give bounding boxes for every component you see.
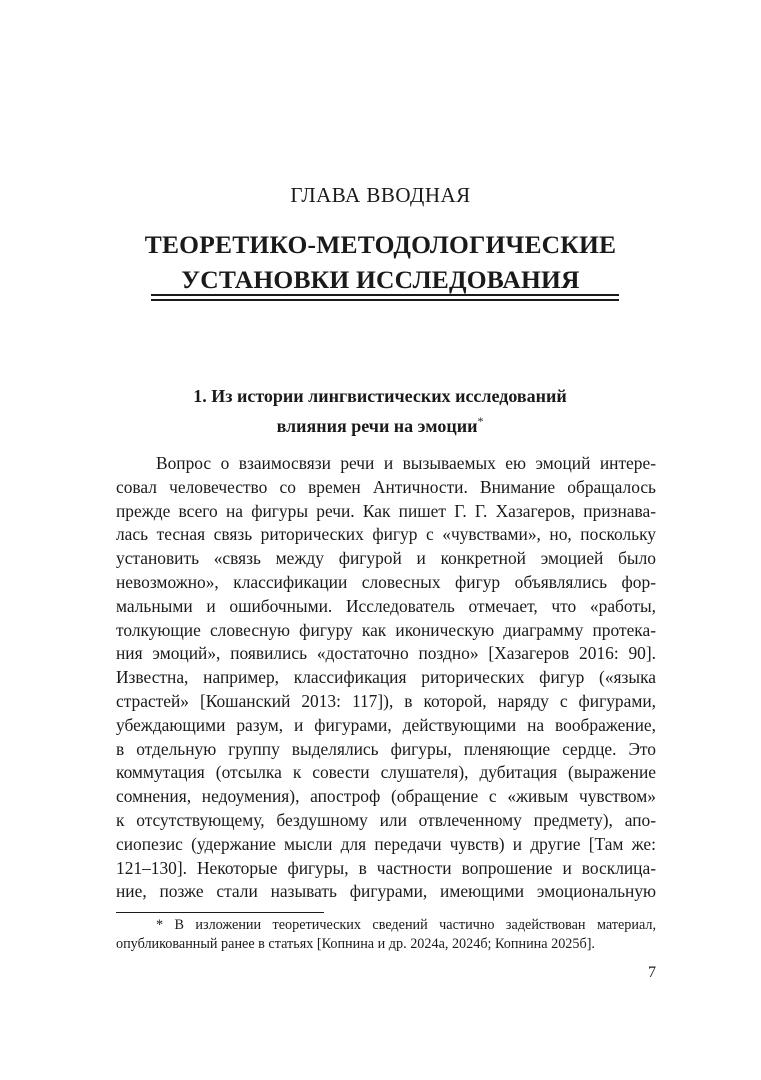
chapter-title-line-2: УСТАНОВКИ ИССЛЕДОВАНИЯ [181, 265, 580, 294]
body-line: ния эмоций», появились «достаточно поздно» [Хазагеров 2016: 90]. [116, 643, 656, 664]
section-heading-line-2 [90, 409, 670, 439]
chapter-label: ГЛАВА ВВОДНАЯ [290, 183, 471, 207]
body-line: к отсутствующему, бездушному или отвлеченному предмету), апо- [116, 809, 656, 830]
page-number: 7 [648, 964, 656, 981]
footnote-line: * В изложении теоретических сведений частично задействован материал, [156, 917, 656, 933]
footnote-marker[interactable]: * [477, 414, 484, 428]
footnote-separator [116, 912, 324, 913]
body-line: Вопрос о взаимосвязи речи и вызываемых ею эмоций интере- [156, 453, 656, 473]
section-heading-line-1: 1. Из истории лингвистических исследований [193, 386, 567, 406]
footnote-line: опубликованный ранее в статьях [Копнина и др. 2024а, 2024б; Копнина 2025б]. [116, 936, 595, 952]
section-heading [90, 384, 670, 439]
body-line: лась тесная связь риторических фигур с «чувствами», но, поскольку [116, 524, 656, 545]
body-line: установить «связь между фигурой и конкретной эмоцией было [116, 548, 656, 569]
body-line: ние, позже стали называть фигурами, имеющими эмоциональную [116, 881, 656, 902]
footnote [116, 916, 656, 954]
body-line: совал человечество со времен Античности. Внимание обращалось [116, 476, 656, 497]
body-line: сомнения, недоумения), апостроф (обращение с «живым чувством» [116, 786, 656, 807]
body-line: мальными и ошибочными. Исследователь отмечает, что «работы, [116, 595, 656, 616]
body-line: коммутация (отсылка к совести слушателя), дубитация (выражение [116, 762, 656, 783]
title-rule-bottom [151, 299, 619, 301]
body-line: прежде всего на фигуры речи. Как пишет Г. Г. Хазагеров, признава- [116, 500, 656, 521]
body-line: Известна, например, классификация риторических фигур («языка [116, 667, 656, 688]
chapter-title [0, 227, 761, 297]
body-line: убеждающими разум, и фигурами, действующими на воображение, [116, 714, 656, 735]
body-line: сиопезис (удержание мысли для передачи чувств) и другие [Там же: [116, 833, 656, 854]
body-line: 121–130]. Некоторые фигуры, в частности вопрошение и восклица- [116, 857, 656, 878]
body-paragraph [116, 452, 656, 904]
body-line: толкующие словесную фигуру как иконическую диаграмму протека- [116, 619, 656, 640]
body-line: в отдельную группу выделялись фигуры, пленяющие сердце. Это [116, 738, 656, 759]
title-rule-top [151, 294, 619, 296]
chapter-title-line-1: ТЕОРЕТИКО-МЕТОДОЛОГИЧЕСКИЕ [144, 230, 617, 259]
section-heading-line-2-text: влияния речи на эмоции [276, 416, 478, 436]
body-line: страстей» [Кошанский 2013: 117]), в которой, наряду с фигурами, [116, 690, 656, 711]
body-line: невозможно», классификации словесных фигур объявлялись фор- [116, 571, 656, 592]
